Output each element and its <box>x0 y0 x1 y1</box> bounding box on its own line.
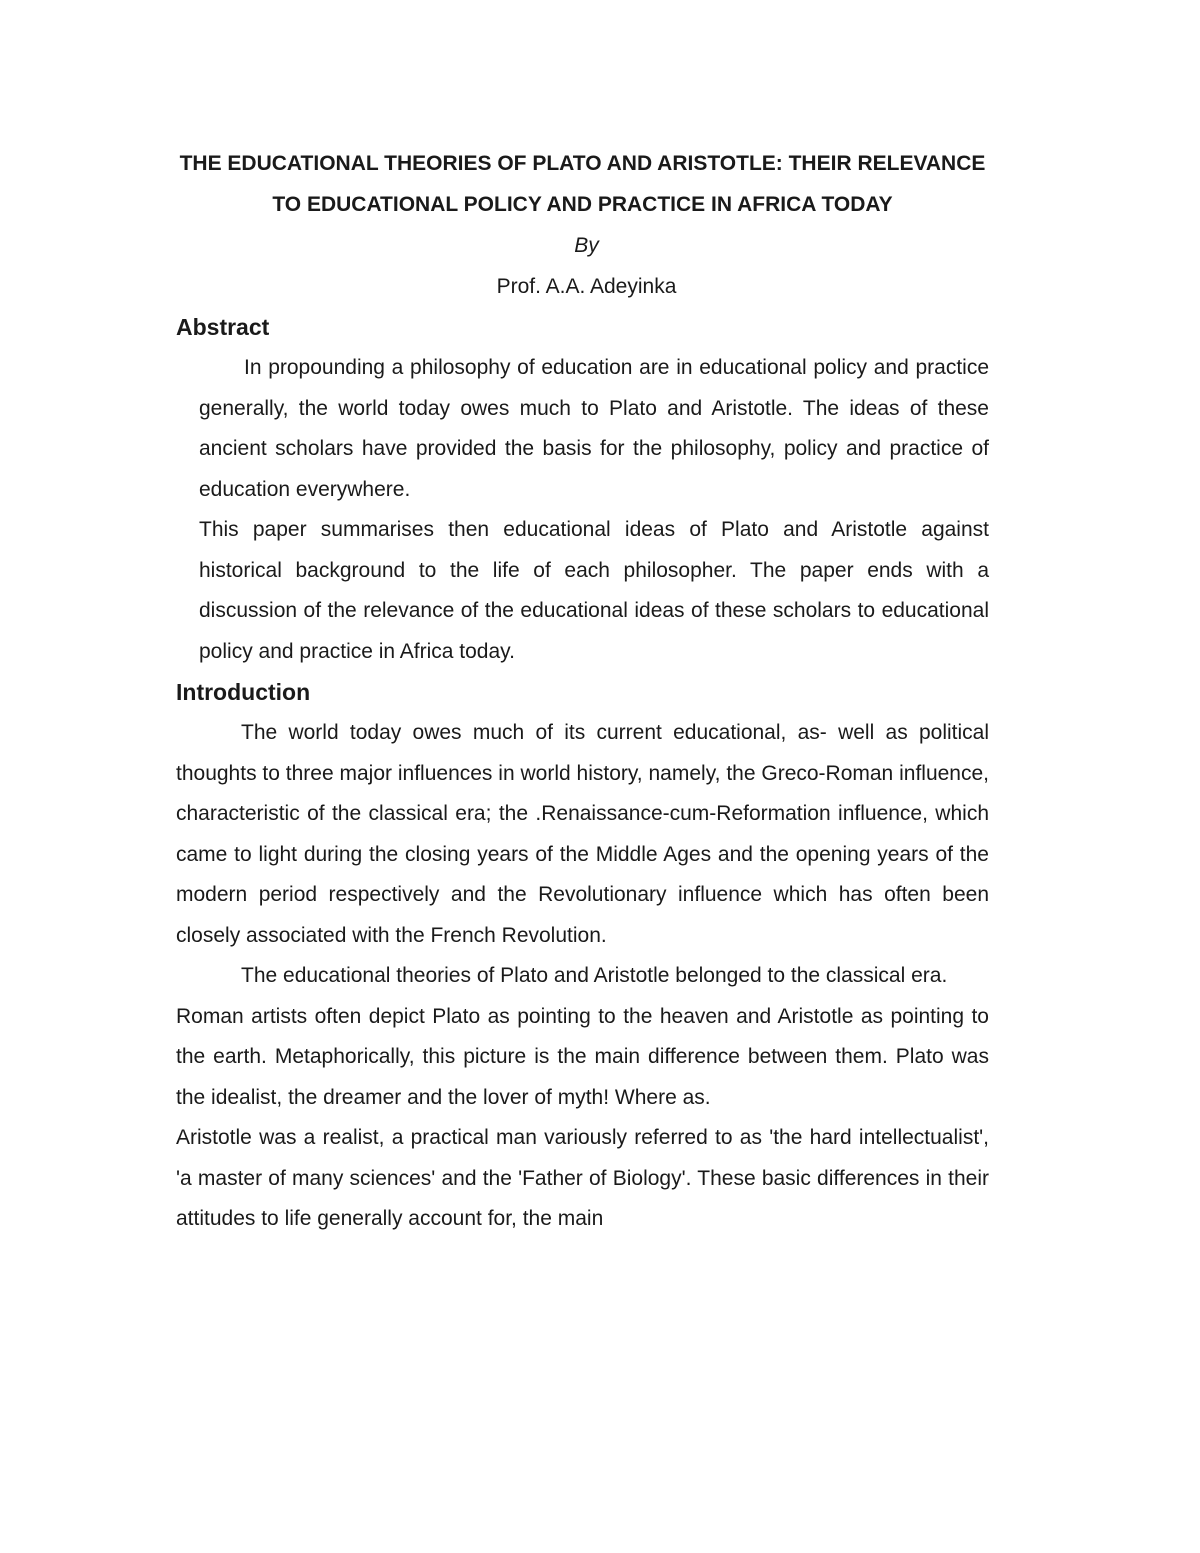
author-name: Prof. A.A. Adeyinka <box>496 275 677 298</box>
introduction-paragraph: Aristotle was a realist, a practical man variously referred to as 'the hard intellectualist', 'a master of many sciences' and the 'Father of Biology'. These basic differences in their attitudes to life generally account for, the main <box>176 1126 989 1230</box>
introduction-paragraph: Roman artists often depict Plato as pointing to the heaven and Aristotle as pointing to the earth. Metaphorically, this picture is the main difference between them. Plato was the idealist, the dreamer and the lover of myth! Where as. <box>176 1004 989 1109</box>
abstract-heading: Abstract <box>176 314 270 340</box>
introduction-heading: Introduction <box>176 679 311 705</box>
abstract-paragraph: This paper summarises then educational ideas of Plato and Aristotle against historical background to the life of each philosopher. The paper ends with a discussion of the relevance of the educational ideas of these scholars to educational policy and practice in Africa today. <box>199 518 989 663</box>
document-title: THE EDUCATIONAL THEORIES OF PLATO AND ARISTOTLE: THEIR RELEVANCE TO EDUCATIONAL POLICY AND PRACTICE IN AFRICA TODAY <box>179 152 986 216</box>
document-content <box>176 143 989 1240</box>
abstract-body <box>199 348 989 672</box>
introduction-paragraph: The educational theories of Plato and Aristotle belonged to the classical era. <box>241 964 948 987</box>
abstract-paragraph: In propounding a philosophy of education are in educational policy and practice generally, the world today owes much to Plato and Aristotle. The ideas of these ancient scholars have provided the basis for the philosophy, policy and practice of education everywhere. <box>199 356 989 501</box>
introduction-body <box>176 713 989 1240</box>
byline: By <box>574 234 599 257</box>
introduction-paragraph: The world today owes much of its current educational, as- well as political thoughts to three major influences in world history, namely, the Greco-Roman influence, characteristic of the classical era; the .Renaissance-cum-Reformation influence, which came to light during the closing years of the Middle Ages and the opening years of the modern period respectively and the Revolutionary influence which has often been closely associated with the French Revolution. <box>176 721 989 947</box>
